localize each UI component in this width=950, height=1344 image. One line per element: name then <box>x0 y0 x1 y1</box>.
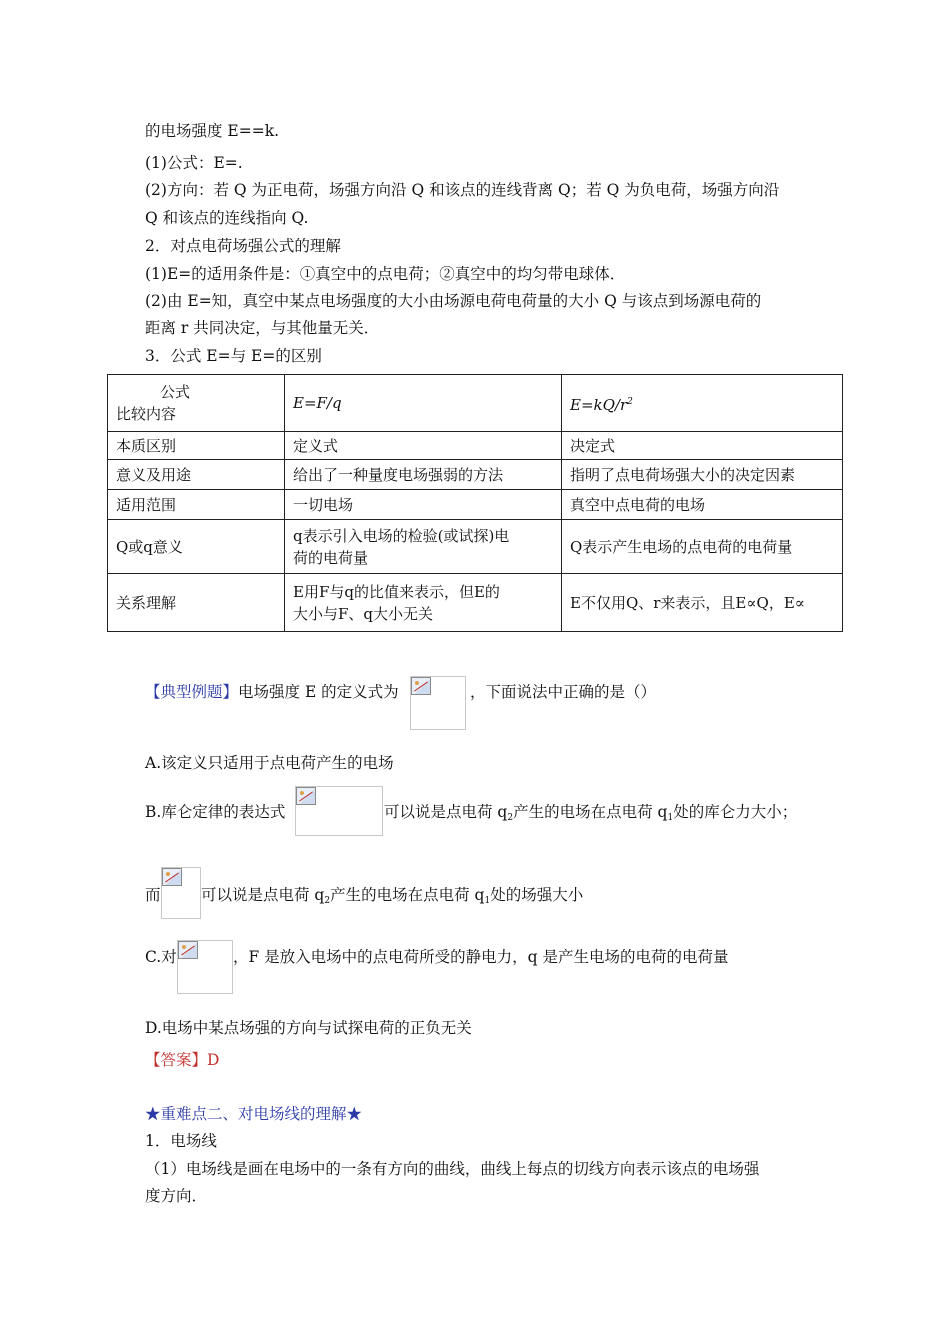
answer-value: D <box>207 1051 220 1069</box>
option-c-text: ，F 是放入电场中的点电荷所受的静电力，q 是产生电场的电荷的电荷量 <box>233 948 729 966</box>
example-stem-tail: ，下面说法中正确的是（） <box>470 683 657 701</box>
text-line: 的电场强度 E==k. <box>145 122 280 140</box>
header-formula-point-charge: $E=kQ/r^2$ <box>562 375 843 432</box>
formula-image <box>410 676 466 730</box>
row-cell: Q表示产生电场的点电荷的电荷量 <box>562 520 843 574</box>
row-cell: q表示引入电场的检验(或试探)电 荷的电荷量 <box>285 520 562 574</box>
row-label: Q或q意义 <box>108 520 285 574</box>
broken-image-icon <box>178 941 198 959</box>
answer-line <box>145 1050 219 1070</box>
option-b: B.库仑定律的表达式 <box>145 803 286 821</box>
text-line: （1）电场线是画在电场中的一条有方向的曲线，曲线上每点的切线方向表示该点的电场强 <box>145 1160 760 1178</box>
row-label: 适用范围 <box>108 490 285 520</box>
row-cell: 指明了点电荷场强大小的决定因素 <box>562 460 843 490</box>
example-tag: 【典型例题】 <box>145 683 239 701</box>
header-formula-definition: E=F/q <box>285 375 562 432</box>
text-line: (2)方向：若 Q 为正电荷，场强方向沿 Q 和该点的连线背离 Q；若 Q 为负电荷，场强方向沿 <box>145 181 780 199</box>
broken-image-icon <box>162 868 182 886</box>
row-cell: E用F与q的比值来表示，但E的 大小与F、q大小无关 <box>285 574 562 632</box>
broken-image-icon <box>411 677 431 695</box>
table-row <box>108 520 843 574</box>
row-cell: 决定式 <box>562 432 843 460</box>
row-cell: E不仅用Q、r来表示，且E∝Q，E∝ <box>562 574 843 632</box>
option-c: C.对 <box>145 948 177 966</box>
row-label: 关系理解 <box>108 574 285 632</box>
table-row <box>108 460 843 490</box>
table-row <box>108 574 843 632</box>
text-line: 距离 r 共同决定，与其他量无关． <box>145 319 380 337</box>
option-d: D.电场中某点场强的方向与试探电荷的正负无关 <box>145 1019 472 1037</box>
text-line: (2)由 E=知，真空中某点电场强度的大小由场源电荷电荷量的大小 Q 与该点到场源电荷的 <box>145 292 762 310</box>
row-cell: 给出了一种量度电场强弱的方法 <box>285 460 562 490</box>
text-line: 3．公式 E=与 E=的区别 <box>145 347 322 365</box>
text-line: Q 和该点的连线指向 Q. <box>145 209 309 227</box>
row-cell: 定义式 <box>285 432 562 460</box>
formula-image <box>177 940 233 994</box>
text-line: (1)E=的适用条件是：①真空中的点电荷；②真空中的均匀带电球体． <box>145 265 626 283</box>
broken-image-icon <box>296 787 316 805</box>
table-header-row <box>108 375 843 432</box>
row-cell: 真空中点电荷的电场 <box>562 490 843 520</box>
table-row <box>108 432 843 460</box>
row-cell: 一切电场 <box>285 490 562 520</box>
formula-image <box>295 786 383 836</box>
corner-bottom-label: 比较内容 <box>116 405 177 423</box>
formula-image <box>161 867 201 919</box>
text-line: 度方向． <box>145 1187 208 1205</box>
option-b-cont-text: 可以说是点电荷 $q_2$产生的电场在点电荷 $q_1$处的场强大小 <box>201 886 584 906</box>
answer-tag: 【答案】 <box>145 1051 208 1069</box>
subsection-title: 1．电场线 <box>145 1132 217 1150</box>
text-line: (1)公式：E=. <box>145 154 243 172</box>
row-label: 意义及用途 <box>108 460 285 490</box>
comparison-table <box>107 374 843 632</box>
option-b-text: 可以说是点电荷 $q_2$产生的电场在点电荷 $q_1$处的库仑力大小； <box>384 803 798 823</box>
example-stem: 【典型例题】电场强度 E 的定义式为 <box>145 683 399 701</box>
section-heading: ★重难点二、对电场线的理解★ <box>145 1105 363 1123</box>
table-corner-cell <box>108 375 285 432</box>
corner-top-label: 公式 <box>160 383 191 401</box>
row-label: 本质区别 <box>108 432 285 460</box>
text-line: 2．对点电荷场强公式的理解 <box>145 237 341 255</box>
option-a: A.该定义只适用于点电荷产生的电场 <box>145 754 394 772</box>
table-row <box>108 490 843 520</box>
option-b-cont: 而 <box>145 886 161 904</box>
